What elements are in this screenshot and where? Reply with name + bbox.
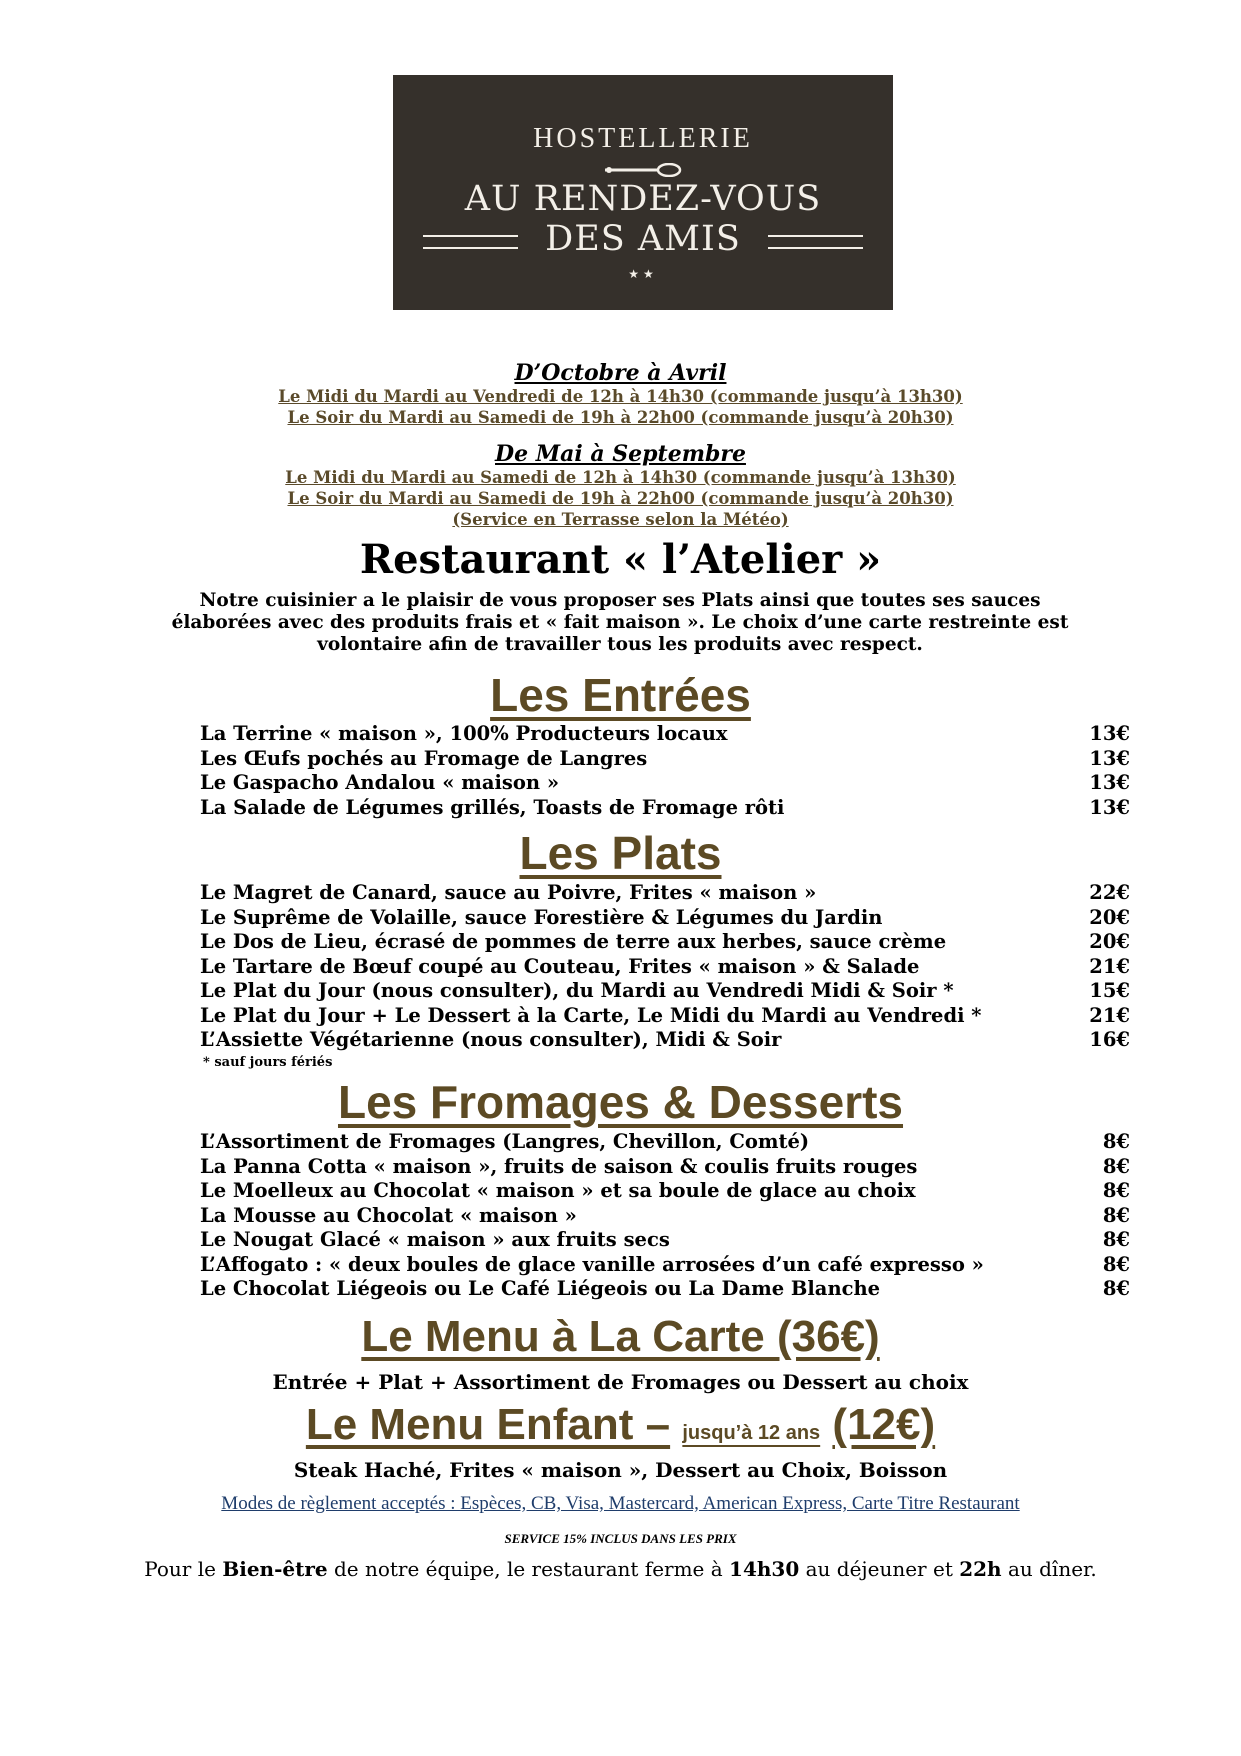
menu-item-name: Le Gaspacho Andalou « maison » xyxy=(200,771,560,794)
menu-item-name: Les Œufs pochés au Fromage de Langres xyxy=(200,746,648,770)
schedule-line: Le Midi du Mardi au Samedi de 12h à 14h30 (commande jusqu’à 13h30) xyxy=(285,468,956,487)
menu-item-price: 8€ xyxy=(1102,1154,1130,1178)
plats-list xyxy=(200,881,1130,1053)
menu-item-name: Le Plat du Jour (nous consulter), du Mardi au Vendredi Midi & Soir * xyxy=(200,979,954,1002)
menu-item-price: 8€ xyxy=(1102,1203,1130,1227)
menu-item xyxy=(200,1204,1130,1229)
section-title-menu-enfant xyxy=(0,1400,1241,1450)
logo-line2: DES AMIS xyxy=(545,219,741,259)
logo-stars: ★★ xyxy=(628,267,658,281)
menu-item xyxy=(200,930,1130,955)
menu-item-price: 13€ xyxy=(1089,771,1130,794)
closing-note: Pour le Bien-être de notre équipe, le restaurant ferme à 14h30 au déjeuner et 22h au dîner. xyxy=(144,1557,1097,1581)
menu-item-name: Le Moelleux au Chocolat « maison » et sa boule de glace au choix xyxy=(200,1179,916,1202)
schedule-winter xyxy=(0,360,1241,428)
menu-item xyxy=(200,1179,1130,1204)
menu-item xyxy=(200,1028,1130,1053)
menu-item-name: Le Plat du Jour + Le Dessert à la Carte, Le Midi du Mardi au Vendredi * xyxy=(200,1003,982,1027)
menu-item-price: 13€ xyxy=(1089,746,1130,770)
logo-hostellerie: HOSTELLERIE xyxy=(533,123,753,154)
menu-item xyxy=(200,747,1130,772)
schedule-line: Le Soir du Mardi au Samedi de 19h à 22h00 (commande jusqu’à 20h30) xyxy=(287,408,954,427)
menu-enfant-price: (12€) xyxy=(832,1400,936,1449)
menu-item-price: 16€ xyxy=(1089,1028,1130,1051)
menu-item-name: L’Affogato : « deux boules de glace vanille arrosées d’un café expresso » xyxy=(200,1252,984,1276)
menu-item-price: 21€ xyxy=(1089,1003,1130,1027)
menu-enfant-main: Le Menu Enfant – xyxy=(305,1400,671,1449)
menu-item-name: L’Assiette Végétarienne (nous consulter), Midi & Soir xyxy=(200,1028,782,1051)
menu-item-name: Le Tartare de Bœuf coupé au Couteau, Frites « maison » & Salade xyxy=(200,954,920,978)
intro-text: Notre cuisinier a le plaisir de vous proposer ses Plats ainsi que toutes ses sauces élaborées avec des produits frais et « fait maison ». Le choix d’une carte restreinte est volontaire afin de travailler tous les produits avec respect. xyxy=(171,590,1069,655)
schedule-title: D’Octobre à Avril xyxy=(514,360,727,386)
schedule-line: Le Midi du Mardi au Vendredi de 12h à 14h30 (commande jusqu’à 13h30) xyxy=(278,387,963,406)
menu-item xyxy=(200,979,1130,1004)
menu-item-price: 8€ xyxy=(1102,1277,1130,1300)
menu-item-price: 8€ xyxy=(1102,1130,1130,1153)
logo-line1: AU RENDEZ-VOUS xyxy=(464,179,822,219)
menu-item xyxy=(200,1253,1130,1278)
menu-item-price: 15€ xyxy=(1089,979,1130,1002)
menu-item xyxy=(200,796,1130,821)
section-title-entrees: Les Entrées xyxy=(490,669,751,721)
menu-item-name: Le Magret de Canard, sauce au Poivre, Frites « maison » xyxy=(200,881,817,904)
menu-item xyxy=(200,1228,1130,1253)
schedule-summer xyxy=(0,441,1241,530)
schedule-line: Le Soir du Mardi au Samedi de 19h à 22h00 (commande jusqu’à 20h30) xyxy=(287,489,954,508)
menu-item-price: 21€ xyxy=(1089,954,1130,978)
logo-rule-right xyxy=(768,235,863,249)
menu-item xyxy=(200,1277,1130,1302)
menu-item-name: La Salade de Légumes grillés, Toasts de Fromage rôti xyxy=(200,795,785,819)
schedule-title: De Mai à Septembre xyxy=(495,441,746,467)
menu-carte-desc: Entrée + Plat + Assortiment de Fromages ou Dessert au choix xyxy=(272,1370,969,1394)
schedule-line: (Service en Terrasse selon la Météo) xyxy=(452,510,789,529)
menu-item-price: 8€ xyxy=(1102,1179,1130,1202)
menu-item-name: Le Suprême de Volaille, sauce Forestière & Légumes du Jardin xyxy=(200,905,883,929)
menu-enfant-desc: Steak Haché, Frites « maison », Dessert au Choix, Boisson xyxy=(293,1458,948,1482)
menu-item-name: Le Chocolat Liégeois ou Le Café Liégeois ou La Dame Blanche xyxy=(200,1277,881,1300)
menu-item-name: Le Dos de Lieu, écrasé de pommes de terre aux herbes, sauce crème xyxy=(200,930,947,953)
menu-item xyxy=(200,1130,1130,1155)
menu-item-price: 8€ xyxy=(1102,1228,1130,1251)
menu-item-name: La Panna Cotta « maison », fruits de saison & coulis fruits rouges xyxy=(200,1154,918,1178)
section-title-desserts: Les Fromages & Desserts xyxy=(337,1076,904,1128)
menu-item-price: 13€ xyxy=(1089,795,1130,819)
menu-enfant-age: jusqu’à 12 ans xyxy=(682,1422,821,1444)
menu-item-price: 8€ xyxy=(1102,1252,1130,1276)
desserts-list xyxy=(200,1130,1130,1302)
spoon-icon xyxy=(603,163,683,177)
menu-item xyxy=(200,1155,1130,1180)
menu-item xyxy=(200,1004,1130,1029)
section-title-menu-carte: Le Menu à La Carte (36€) xyxy=(361,1312,880,1361)
menu-item xyxy=(200,722,1130,747)
menu-item xyxy=(200,955,1130,980)
menu-item xyxy=(200,906,1130,931)
menu-item-name: L’Assortiment de Fromages (Langres, Chevillon, Comté) xyxy=(200,1130,810,1153)
menu-item-name: La Mousse au Chocolat « maison » xyxy=(200,1203,577,1227)
menu-item-price: 22€ xyxy=(1089,881,1130,904)
restaurant-title: Restaurant « l’Atelier » xyxy=(359,536,882,583)
menu-item xyxy=(200,771,1130,796)
menu-item-name: Le Nougat Glacé « maison » aux fruits secs xyxy=(200,1228,670,1251)
menu-item-name: La Terrine « maison », 100% Producteurs locaux xyxy=(200,722,728,745)
menu-item-price: 20€ xyxy=(1089,905,1130,929)
logo xyxy=(393,75,893,310)
section-title-plats: Les Plats xyxy=(519,827,722,879)
menu-item-price: 13€ xyxy=(1089,722,1130,745)
menu-item xyxy=(200,881,1130,906)
menu-item-price: 20€ xyxy=(1089,930,1130,953)
payment-methods: Modes de règlement acceptés : Espèces, CB, Visa, Mastercard, American Express, Carte Titre Restaurant xyxy=(221,1493,1020,1514)
service-note: SERVICE 15% INCLUS DANS LES PRIX xyxy=(504,1531,737,1546)
footnote: * sauf jours fériés xyxy=(203,1055,333,1070)
entrees-list xyxy=(200,722,1130,820)
